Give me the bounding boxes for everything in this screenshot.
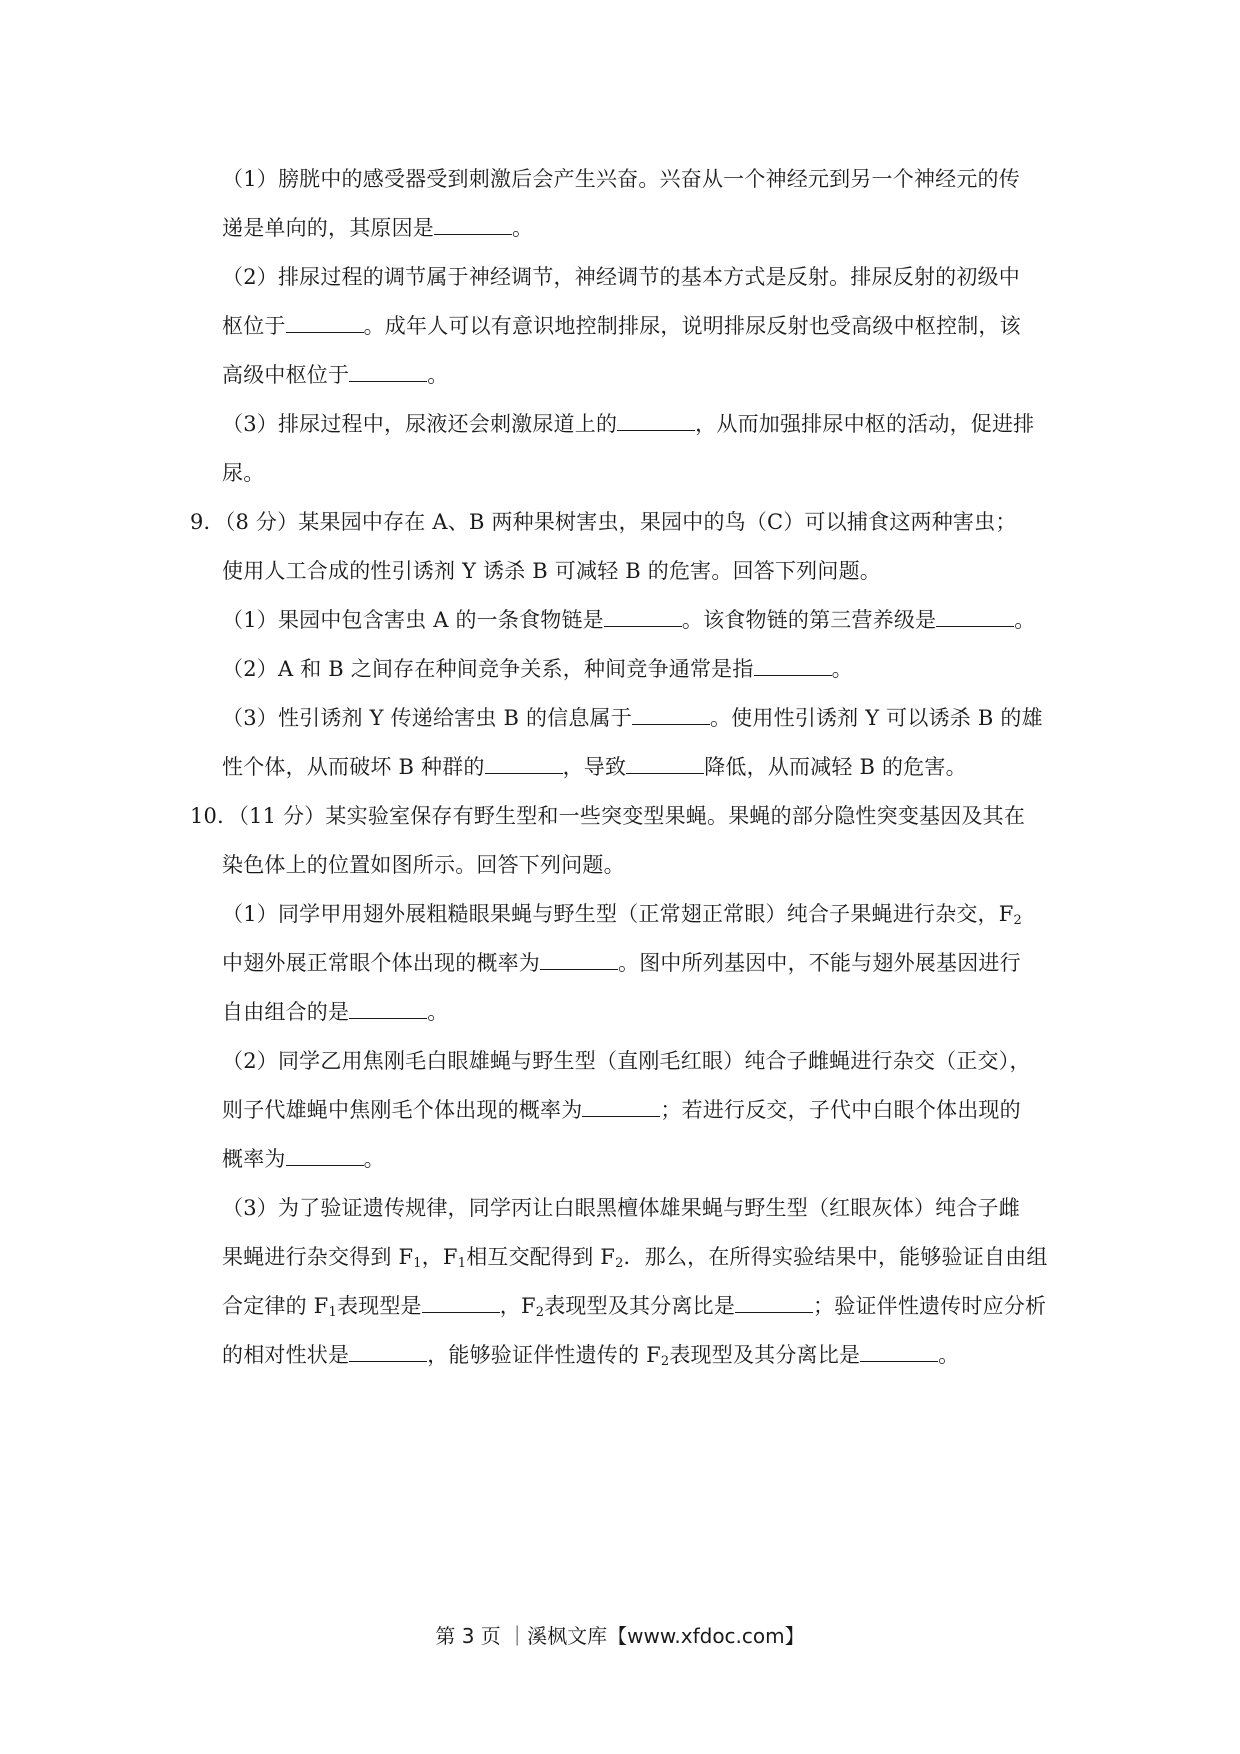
answer-blank	[626, 755, 704, 774]
q10-stem-line2: 染色体上的位置如图所示。回答下列问题。	[222, 853, 625, 877]
q10-part2-line3: 概率为 。	[222, 1147, 385, 1171]
answer-blank	[604, 608, 682, 627]
q9-part1: （1）果园中包含害虫 A 的一条食物链是 。该食物链的第三营养级是 。	[222, 608, 1036, 632]
answer-blank	[434, 216, 512, 235]
page-footer: 第 3 页 ｜溪枫文库【www.xfdoc.com】	[435, 1624, 805, 1648]
answer-blank	[632, 706, 710, 725]
q8-part2-line2: 枢位于 。成年人可以有意识地控制排尿，说明排尿反射也受高级中枢控制，该	[222, 314, 1021, 338]
q10-part2-line1: （2）同学乙用焦刚毛白眼雄蝇与野生型（直刚毛红眼）纯合子雌蝇进行杂交（正交），	[222, 1049, 1031, 1073]
q9-stem-line1: 9．（8 分）某果园中存在 A、B 两种果树害虫，果园中的鸟（C）可以捕食这两种害虫；	[190, 510, 1017, 534]
q9-part3-line2: 性个体，从而破坏 B 种群的 ，导致 降低，从而减轻 B 的危害。	[222, 755, 967, 779]
question-number: 9．	[190, 510, 225, 534]
q8-part1-line2: 递是单向的，其原因是 。	[222, 216, 534, 240]
q10-stem-line1: 10．（11 分）某实验室保存有野生型和一些突变型果蝇。果蝇的部分隐性突变基因及其在	[190, 804, 1026, 828]
answer-blank	[860, 1343, 938, 1362]
q10-part3-line4: 的相对性状是 ，能够验证伴性遗传的 $F_2$表现型及其分离比是 。	[222, 1343, 960, 1369]
answer-blank	[735, 1294, 813, 1313]
answer-blank	[349, 1000, 427, 1019]
answer-blank	[540, 951, 618, 970]
answer-blank	[286, 314, 364, 333]
q8-part2-line1: （2）排尿过程的调节属于神经调节，神经调节的基本方式是反射。排尿反射的初级中	[222, 265, 1020, 289]
answer-blank	[286, 1147, 364, 1166]
answer-blank	[422, 1294, 500, 1313]
q10-part3-line3: 合定律的 $F_1$表现型是 ，$F_2$表现型及其分离比是 ；验证伴性遗传时应分析	[222, 1294, 1047, 1320]
q9-part2: （2）A 和 B 之间存在种间竞争关系，种间竞争通常是指 。	[222, 657, 853, 681]
answer-blank	[582, 1098, 660, 1117]
q10-part2-line2: 则子代雄蝇中焦刚毛个体出现的概率为 ；若进行反交，子代中白眼个体出现的	[222, 1098, 1021, 1122]
answer-blank	[617, 412, 695, 431]
q8-part3-line1: （3）排尿过程中，尿液还会刺激尿道上的 ，从而加强排尿中枢的活动，促进排	[222, 412, 1035, 436]
q10-part3-line1: （3）为了验证遗传规律，同学丙让白眼黑檀体雄果蝇与野生型（红眼灰体）纯合子雌	[222, 1196, 1020, 1220]
q10-part1-line3: 自由组合的是 。	[222, 1000, 449, 1024]
answer-blank	[936, 608, 1014, 627]
q9-stem-line2: 使用人工合成的性引诱剂 Y 诱杀 B 可减轻 B 的危害。回答下列问题。	[222, 559, 881, 583]
answer-blank	[349, 363, 427, 382]
q10-part3-line2: 果蝇进行杂交得到 $F_1$，$F_1$相互交配得到 $F_2$．那么，在所得实验结果中，能够验证自由组	[222, 1245, 1048, 1271]
question-number: 10．	[190, 804, 239, 828]
q8-part1-line1: （1）膀胱中的感受器受到刺激后会产生兴奋。兴奋从一个神经元到另一个神经元的传	[222, 167, 1020, 191]
q10-part1-line1: （1）同学甲用翅外展粗糙眼果蝇与野生型（正常翅正常眼）纯合子果蝇进行杂交，$F_2$	[222, 902, 1023, 928]
q8-part3-line2: 尿。	[222, 461, 265, 485]
q8-part2-line3: 高级中枢位于 。	[222, 363, 449, 387]
answer-blank	[754, 657, 832, 676]
answer-blank	[485, 755, 563, 774]
q9-part3-line1: （3）性引诱剂 Y 传递给害虫 B 的信息属于 。使用性引诱剂 Y 可以诱杀 B 的雄	[222, 706, 1043, 730]
answer-blank	[349, 1343, 427, 1362]
q10-part1-line2: 中翅外展正常眼个体出现的概率为 。图中所列基因中，不能与翅外展基因进行	[222, 951, 1021, 975]
